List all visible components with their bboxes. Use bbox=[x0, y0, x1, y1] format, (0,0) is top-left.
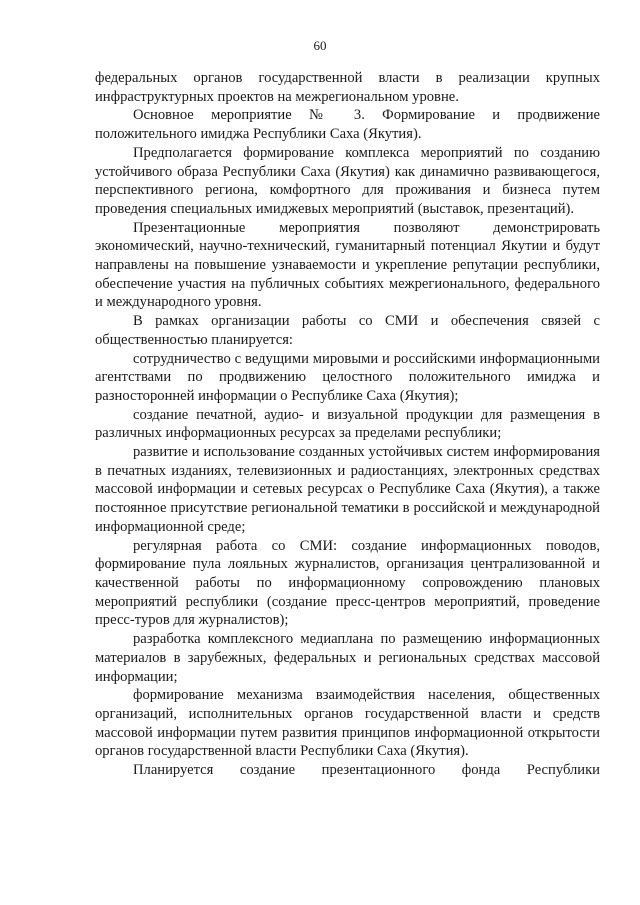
paragraph-presentation-events: Презентационные мероприятия позволяют демонстрировать экономический, научно-технический, гуманитарный потенциал Якутии и будут направлены на повышение узнаваемости и укрепление репутации республики, обеспечение участия на публичных событиях межрегионального, федерального и международного уровня. bbox=[95, 219, 600, 311]
document-body bbox=[95, 69, 600, 780]
list-item-print-audio-visual: создание печатной, аудио- и визуальной продукции для размещения в различных информационных ресурсах за пределами республики; bbox=[95, 406, 600, 442]
page-number: 60 bbox=[313, 38, 327, 53]
paragraph-presentation-fund: Планируется создание презентационного фонда Республики bbox=[133, 762, 600, 779]
paragraph-continuation: федеральных органов государственной власти в реализации крупных инфраструктурных проектов на межрегиональном уровне. bbox=[95, 70, 600, 105]
list-item-news-agencies: сотрудничество с ведущими мировыми и российскими информационными агентствами по продвижению целостного положительного имиджа и разносторонней информации о Республике Саха (Якутия); bbox=[95, 350, 600, 404]
paragraph-image-formation: Предполагается формирование комплекса мероприятий по созданию устойчивого образа Республики Саха (Якутия) как динамично развивающегося, перспективного региона, комфортного для проживания и бизнеса путем проведения специальных имиджевых мероприятий (выставок, презентаций). bbox=[95, 144, 600, 217]
paragraph-media-intro: В рамках организации работы со СМИ и обеспечения связей с общественностью планируется: bbox=[95, 313, 600, 348]
paragraph-main-activity-3-heading: Основное мероприятие № 3. Формирование и продвижение положительного имиджа Республики Саха (Якутия). bbox=[95, 107, 600, 143]
list-item-interaction-mechanism: формирование механизма взаимодействия населения, общественных организаций, исполнительных органов государственной власти и средств массовой информации путем развития принципов информационной открытости органов государственной власти Республики Саха (Якутия). bbox=[95, 687, 600, 760]
list-item-information-systems: развитие и использование созданных устойчивых систем информирования в печатных изданиях, телевизионных и радиостанциях, электронных средствах массовой информации и сетевых ресурсах о Республике Саха (Якутия), а также постоянное присутствие региональной тематики в российской и международной информационной среде; bbox=[95, 444, 600, 535]
list-item-media-plan: разработка комплексного медиаплана по размещению информационных материалов в зарубежных, федеральных и региональных средствах массовой информации; bbox=[95, 631, 600, 685]
list-item-media-work: регулярная работа со СМИ: создание информационных поводов, формирование пула лояльных журналистов, организация централизованной и качественной работы по информационному сопровождению плановых мероприятий республики (создание пресс-центров мероприятий, проведение пресс-туров для журналистов); bbox=[95, 537, 600, 629]
